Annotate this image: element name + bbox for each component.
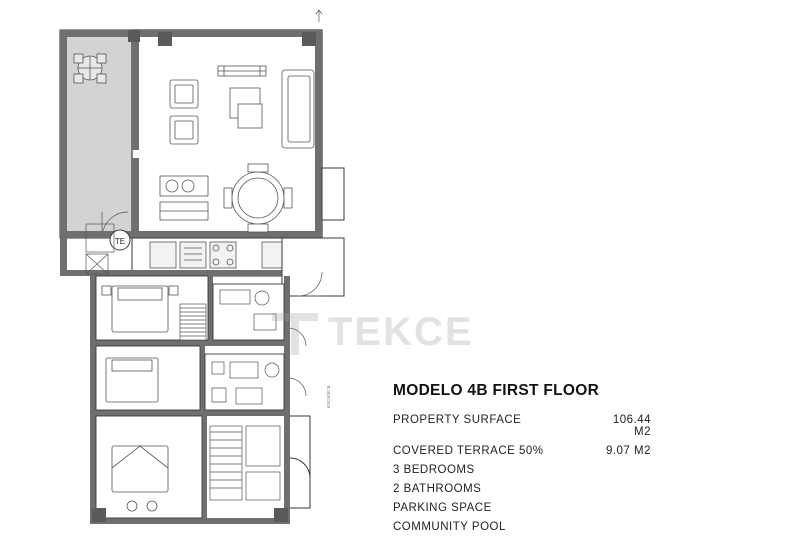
spec-value: 106.44 M2 bbox=[612, 414, 651, 438]
feature-item: PARKING SPACE bbox=[393, 502, 492, 514]
feature-item: 2 BATHROOMS bbox=[393, 483, 482, 495]
spec-row bbox=[393, 414, 753, 438]
spec-value: 9.07 M2 bbox=[605, 445, 651, 457]
spec-row bbox=[393, 445, 753, 457]
spec-label: COVERED TERRACE 50% bbox=[393, 445, 544, 457]
feature-item: COMMUNITY POOL bbox=[393, 521, 506, 533]
watermark-text: TEKCE bbox=[328, 310, 474, 354]
north-arrow-icon bbox=[316, 10, 322, 22]
feature-item: 3 BEDROOMS bbox=[393, 464, 475, 476]
plan-geometry bbox=[60, 10, 344, 524]
plan-title: MODELO 4B FIRST FLOOR bbox=[393, 382, 600, 399]
spec-label: PROPERTY SURFACE bbox=[393, 414, 522, 426]
plan-info-panel bbox=[393, 382, 753, 540]
terrace-badge-label: TE bbox=[114, 237, 126, 246]
stair-side-label: escalera bbox=[326, 385, 332, 408]
floor-plan-drawing bbox=[40, 8, 370, 528]
